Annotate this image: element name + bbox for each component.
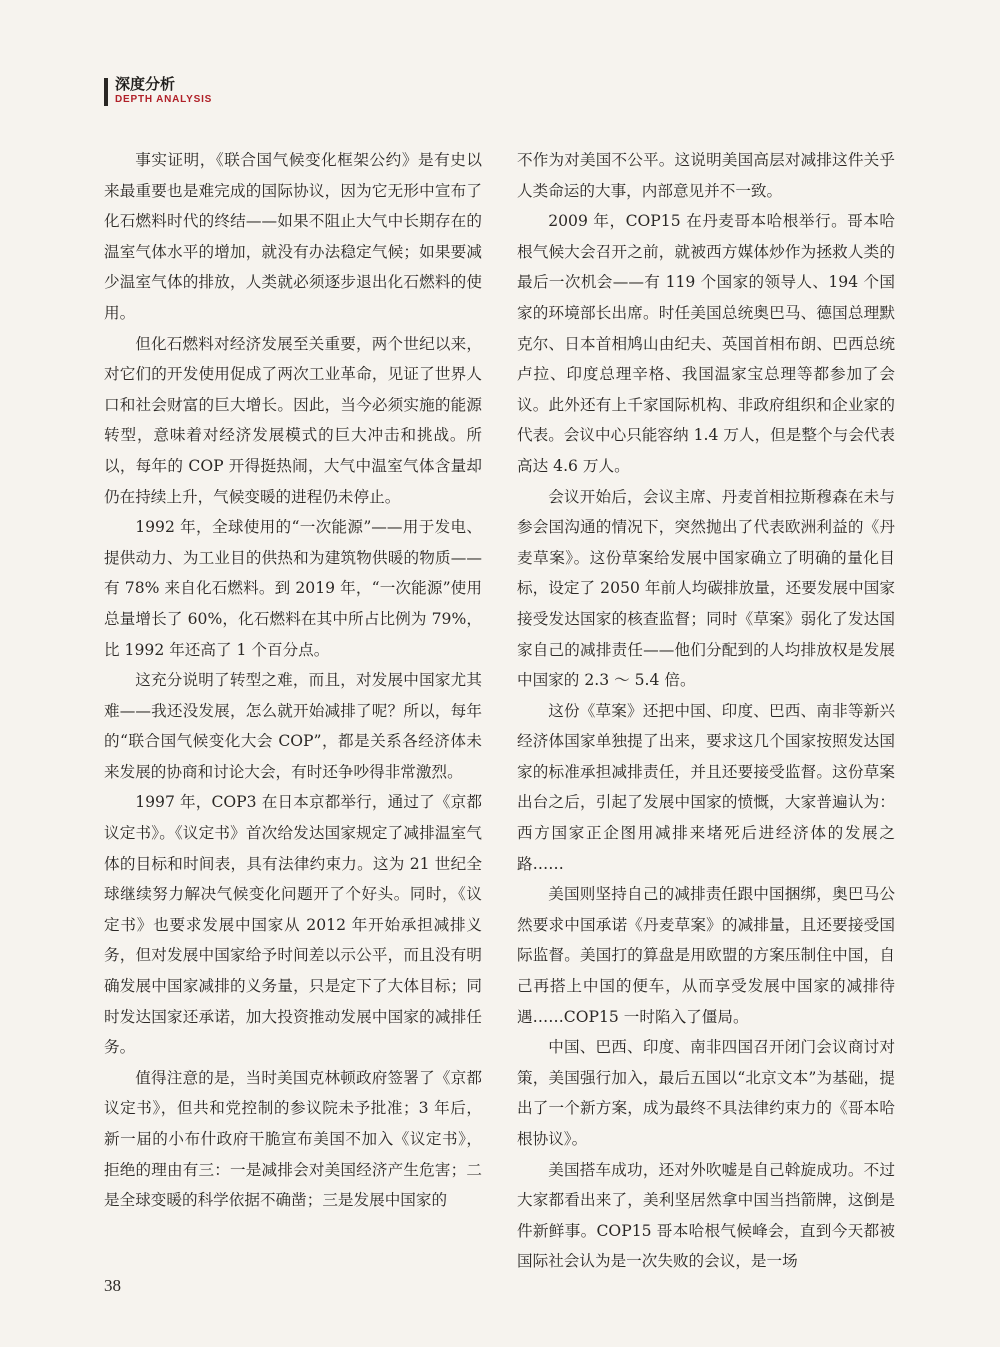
right-column [517, 145, 895, 1277]
paragraph: 这份《草案》还把中国、印度、巴西、南非等新兴经济体国家单独提了出来，要求这几个国家按照发达国家的标准承担减排责任，并且还要接受监督。这份草案出台之后，引起了发展中国家的愤慨，大家普遍认为：西方国家正企图用减排来堵死后进经济体的发展之路…… [517, 701, 895, 873]
paragraph: 会议开始后，会议主席、丹麦首相拉斯穆森在未与参会国沟通的情况下，突然抛出了代表欧洲利益的《丹麦草案》。这份草案给发展中国家确立了明确的量化目标，设定了 2050 年前人均碳排放量，还要发展中国家接受发达国家的核查监督；同时《草案》弱化了发达国家自己的减排责任——他们分配到的人均排放权是发展中国家的 2.3 ～ 5.4 倍。 [517, 487, 895, 690]
paragraph: 2009 年，COP15 在丹麦哥本哈根举行。哥本哈根气候大会召开之前，就被西方媒体炒作为拯救人类的最后一次机会——有 119 个国家的领导人、194 个国家的环境部长出席。时任美国总统奥巴马、德国总理默克尔、日本首相鸠山由纪夫、英国首相布朗、巴西总统卢拉、印度总理辛格、我国温家宝总理等都参加了会议。此外还有上千家国际机构、非政府组织和企业家的代表。会议中心只能容纳 1.4 万人，但是整个与会代表高达 4.6 万人。 [517, 212, 895, 475]
section-subtitle: DEPTH ANALYSIS [115, 94, 213, 105]
paragraph: 美国则坚持自己的减排责任跟中国捆绑，奥巴马公然要求中国承诺《丹麦草案》的减排量，且还要接受国际监督。美国打的算盘是用欧盟的方案压制住中国，自己再搭上中国的便车，从而享受发展中国家的减排待遇……COP15 一时陷入了僵局。 [517, 885, 895, 1026]
header-accent-bar [104, 78, 108, 106]
paragraph: 1992 年，全球使用的“一次能源”——用于发电、提供动力、为工业目的供热和为建筑物供暖的物质——有 78% 来自化石燃料。到 2019 年，“一次能源”使用总量增长了 60%，化石燃料在其中所占比例为 79%，比 1992 年还高了 1 个百分点。 [104, 518, 482, 659]
paragraph: 值得注意的是，当时美国克林顿政府签署了《京都议定书》，但共和党控制的参议院未予批准；3 年后，新一届的小布什政府干脆宣布美国不加入《议定书》，拒绝的理由有三：一是减排会对美国经济产生危害；二是全球变暖的科学依据不确凿；三是发展中国家的 [104, 1068, 482, 1210]
paragraph: 这充分说明了转型之难，而且，对发展中国家尤其难——我还没发展，怎么就开始减排了呢？所以，每年的“联合国气候变化大会 COP”，都是关系各经济体未来发展的协商和讨论大会，有时还争吵得非常激烈。 [104, 671, 482, 781]
paragraph-continued: 不作为对美国不公平。这说明美国高层对减排这件关乎人类命运的大事，内部意见并不一致。 [517, 151, 895, 200]
paragraph: 1997 年，COP3 在日本京都举行，通过了《京都议定书》。《议定书》首次给发达国家规定了减排温室气体的目标和时间表，具有法律约束力。这为 21 世纪全球继续努力解决气候变化问题开了个好头。同时，《议定书》也要求发展中国家从 2012 年开始承担减排义务，但对发展中国家给予时间差以示公平，而且没有明确发展中国家减排的义务量，只是定下了大体目标；同时发达国家还承诺，加大投资推动发展中国家的减排任务。 [104, 793, 482, 1057]
page-number: 38 [104, 1276, 121, 1295]
section-title: 深度分析 [115, 75, 176, 93]
left-column [104, 145, 482, 1216]
paragraph: 美国搭车成功，还对外吹嘘是自己斡旋成功。不过大家都看出来了，美利坚居然拿中国当挡箭牌，这倒是件新鲜事。COP15 哥本哈根气候峰会，直到今天都被国际社会认为是一次失败的会议，是一场 [517, 1160, 895, 1271]
paragraph: 事实证明，《联合国气候变化框架公约》是有史以来最重要也是难完成的国际协议，因为它无形中宣布了化石燃料时代的终结——如果不阻止大气中长期存在的温室气体水平的增加，就没有办法稳定气候；如果要减少温室气体的排放，人类就必须逐步退出化石燃料的使用。 [104, 151, 482, 322]
paragraph: 中国、巴西、印度、南非四国召开闭门会议商讨对策，美国强行加入，最后五国以“北京文本”为基础，提出了一个新方案，成为最终不具法律约束力的《哥本哈根协议》。 [517, 1038, 895, 1148]
paragraph: 但化石燃料对经济发展至关重要，两个世纪以来，对它们的开发使用促成了两次工业革命，见证了世界人口和社会财富的巨大增长。因此，当今必须实施的能源转型，意味着对经济发展模式的巨大冲击和挑战。所以，每年的 COP 开得挺热闹，大气中温室气体含量却仍在持续上升，气候变暖的进程仍未停止。 [104, 334, 482, 506]
